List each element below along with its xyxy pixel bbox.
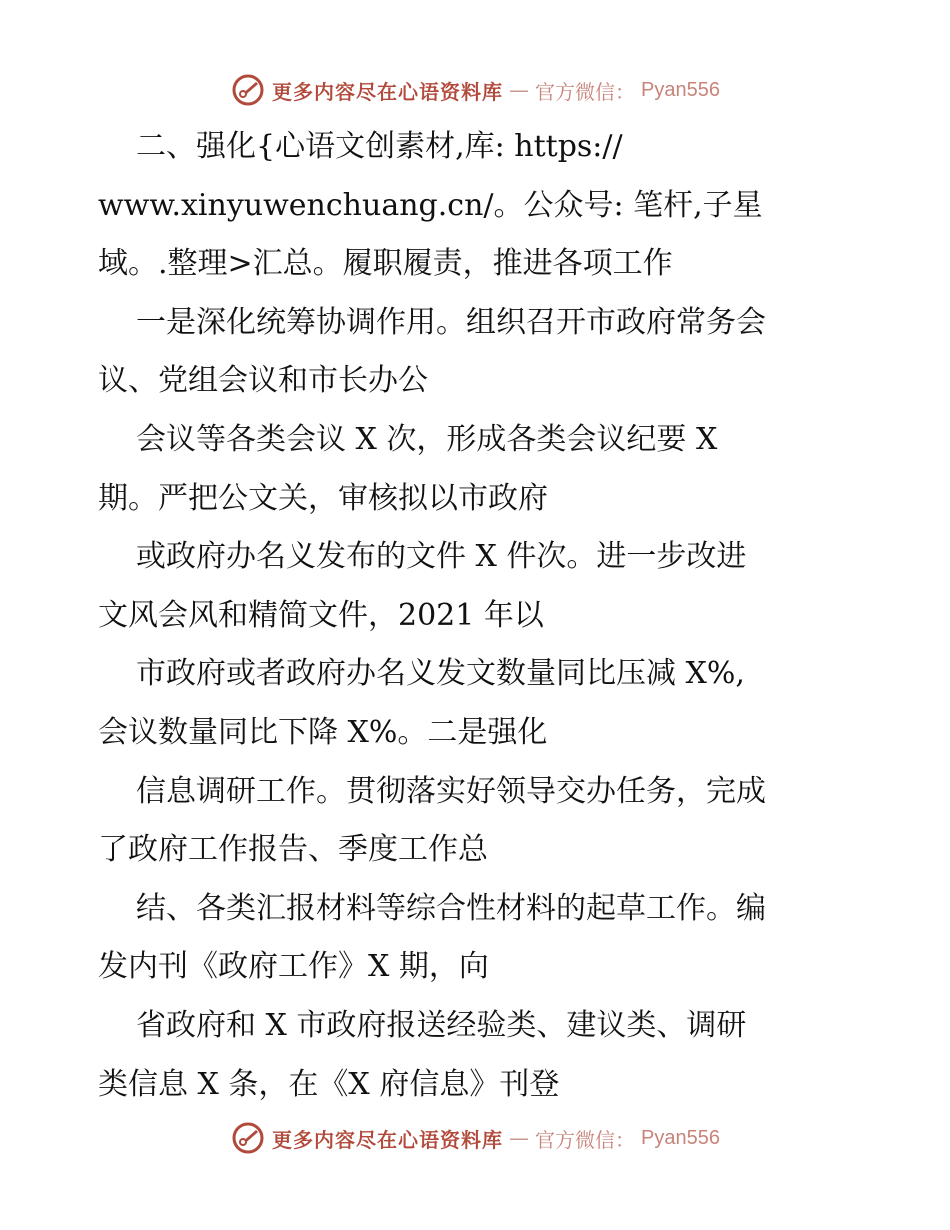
text-line: www.xinyuwenchuang.cn/。公众号: 笔杆,子星: [98, 187, 763, 223]
brand-logo-icon: [230, 72, 266, 108]
text-line: 省政府和 X 市政府报送经验类、建议类、调研: [136, 1007, 747, 1043]
text-line: 二、强化{心语文创素材,库: https://: [136, 129, 623, 164]
brand-logo-icon: [230, 1120, 266, 1156]
text-line: 发内刊《政府工作》X 期，向: [98, 949, 489, 985]
text-line: 期。严把公文关，审核拟以市政府: [98, 480, 548, 516]
watermark-brand: 更多内容尽在心语资料库: [272, 1127, 504, 1152]
text-line: 文风会风和精简文件，2021 年以: [98, 597, 544, 633]
text-line: 信息调研工作。贯彻落实好领导交办任务，完成: [136, 773, 766, 809]
header-watermark: [0, 70, 950, 110]
text-line: 域。.整理>汇总。履职履责，推进各项工作: [98, 246, 673, 282]
footer-watermark: [0, 1118, 950, 1158]
text-line: 会议数量同比下降 X%。二是强化: [98, 714, 548, 750]
text-line: 会议等各类会议 X 次，形成各类会议纪要 X: [136, 421, 718, 457]
watermark-brand: 更多内容尽在心语资料库: [272, 79, 504, 104]
watermark-separator: —: [509, 1126, 530, 1150]
text-line: 议、党组会议和市长办公: [98, 363, 428, 399]
text-line: 一是深化统筹协调作用。组织召开市政府常务会: [136, 304, 766, 340]
watermark-separator: —: [509, 78, 530, 102]
watermark-id: Pyan556: [641, 1126, 720, 1149]
text-line: 类信息 X 条，在《X 府信息》刊登: [98, 1066, 560, 1102]
watermark-id: Pyan556: [641, 78, 720, 101]
document-body: [98, 118, 898, 1114]
watermark-sub: 官方微信：: [535, 1127, 636, 1152]
watermark-sub: 官方微信：: [535, 79, 636, 104]
text-line: 结、各类汇报材料等综合性材料的起草工作。编: [136, 890, 766, 926]
text-line: 或政府办名义发布的文件 X 件次。进一步改进: [136, 539, 747, 575]
text-line: 了政府工作报告、季度工作总: [98, 832, 488, 868]
text-line: 市政府或者政府办名义发文数量同比压减 X%,: [136, 656, 745, 692]
